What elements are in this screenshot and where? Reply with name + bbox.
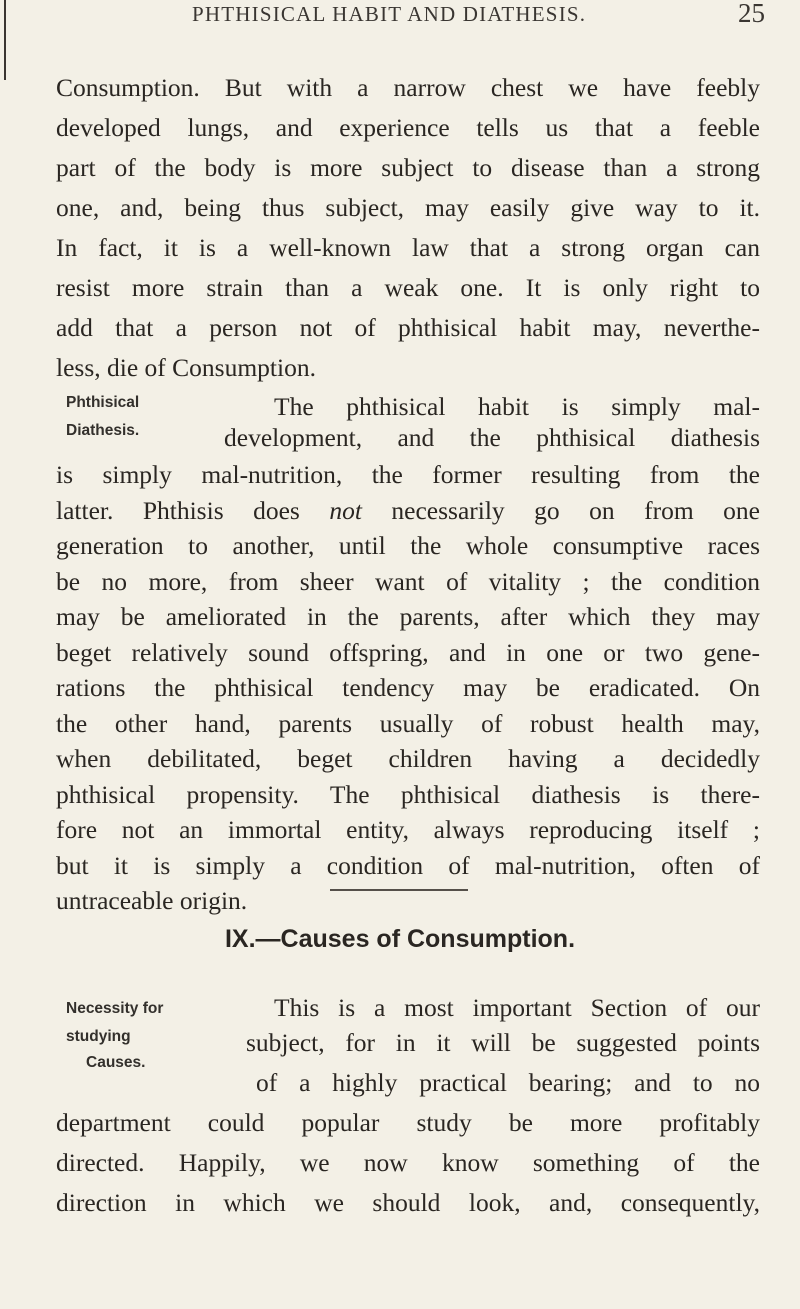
text-line: part of the body is more subject to disease than a strong <box>56 153 760 182</box>
margin-note-phthisical: Phthisical <box>66 394 140 411</box>
text-line: one, and, being thus subject, may easily give way to it. <box>56 193 760 222</box>
text-line: add that a person not of phthisical habit may, neverthe- <box>56 313 760 342</box>
text-line: The phthisical habit is simply mal- <box>274 392 760 421</box>
text-line: Consumption. But with a narrow chest we have feebly <box>56 73 760 102</box>
text-line: less, die of Consumption. <box>56 353 316 382</box>
text-line: In fact, it is a well-known law that a strong organ can <box>56 233 760 262</box>
text-line: beget relatively sound offspring, and in one or two gene- <box>56 637 760 667</box>
text-line: when debilitated, beget children having a decidedly <box>56 744 760 773</box>
margin-note-causes: Causes. <box>86 1054 146 1071</box>
text-line: direction in which we should look, and, consequently, <box>56 1188 760 1217</box>
text-line: untraceable origin. <box>56 886 248 915</box>
section-divider <box>330 889 468 891</box>
text-line: the other hand, parents usually of robust health may, <box>56 708 760 738</box>
page-edge-rule <box>4 0 6 80</box>
text-line: may be ameliorated in the parents, after which they may <box>56 602 760 631</box>
text-line: developed lungs, and experience tells us that a feeble <box>56 113 760 142</box>
text-line: department could popular study be more profitably <box>56 1108 760 1137</box>
margin-note-necessity: Necessity for <box>66 1000 164 1017</box>
text-line: development, and the phthisical diathesis <box>224 423 760 452</box>
running-head: PHTHISICAL HABIT AND DIATHESIS. <box>192 2 587 26</box>
text-line: is simply mal-nutrition, the former resulting from the <box>56 460 760 489</box>
emphasis-not: not <box>329 495 362 525</box>
text-line: but it is simply a condition of mal-nutrition, often of <box>56 850 760 880</box>
text-line: directed. Happily, we now know something of the <box>56 1148 760 1177</box>
text-span: latter. Phthisis does <box>56 495 300 525</box>
text-line: fore not an immortal entity, always reproducing itself ; <box>56 815 760 844</box>
margin-note-diathesis: Diathesis. <box>66 422 140 439</box>
section-heading: IX.—Causes of Consumption. <box>224 925 576 953</box>
text-line: phthisical propensity. The phthisical diathesis is there- <box>56 779 760 809</box>
text-line: of a highly practical bearing; and to no <box>256 1068 760 1097</box>
text-line: rations the phthisical tendency may be eradicated. On <box>56 673 760 702</box>
text-line: subject, for in it will be suggested points <box>246 1028 760 1057</box>
text-line: resist more strain than a weak one. It is only right to <box>56 273 760 302</box>
text-span: necessarily go on from one <box>391 495 761 525</box>
text-line <box>56 491 760 531</box>
text-line: be no more, from sheer want of vitality ; the condition <box>56 566 760 596</box>
margin-note-studying: studying <box>66 1028 131 1045</box>
page-number: 25 <box>738 0 765 28</box>
text-line: generation to another, until the whole consumptive races <box>56 531 760 560</box>
text-line: This is a most important Section of our <box>274 993 760 1022</box>
